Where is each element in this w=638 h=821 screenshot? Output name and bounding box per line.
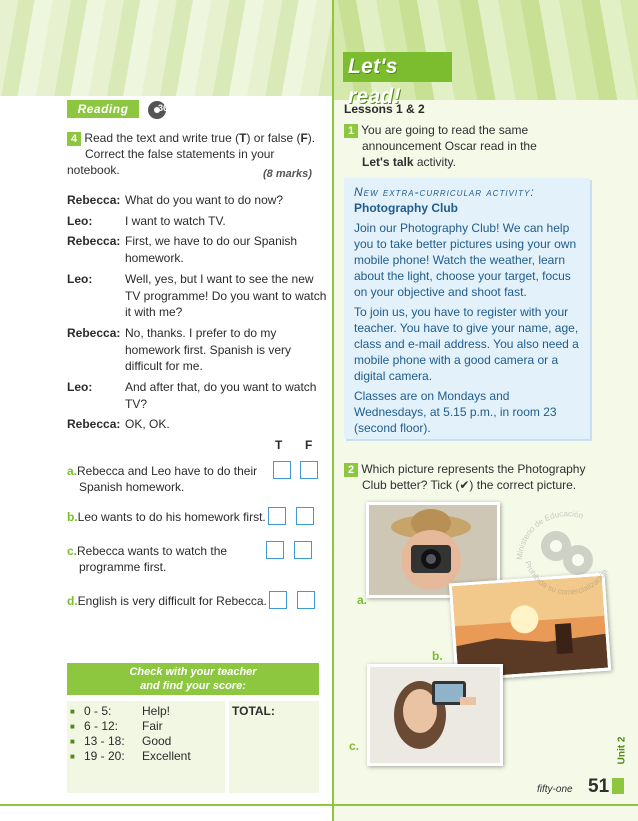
exercise-1-instruction: 1 You are going to read the same announcement Oscar read in the Let's talk activity.: [344, 122, 604, 170]
score-header: Check with your teacher and find your score:: [67, 663, 319, 695]
exercise-2-instruction: 2 Which picture represents the Photography Club better? Tick (✔) the correct picture.: [344, 461, 604, 493]
column-divider: [332, 0, 334, 821]
total-box[interactable]: TOTAL:: [229, 701, 319, 793]
dialog-line: Rebecca: What do you want to do now?: [67, 193, 284, 207]
marks-label: (8 marks): [263, 168, 312, 180]
question-d: d.English is very difficult for Rebecca.: [67, 594, 267, 608]
announcement-title: Photography Club: [354, 201, 458, 215]
true-column-header: T: [275, 438, 283, 452]
exercise-4-instruction: 4 Read the text and write true (T) or false (F). Correct the false statements in your notebook.: [67, 131, 316, 177]
page-number: 51: [588, 776, 610, 797]
announcement-paragraph: To join us, you have to register with your teacher. You have to give your name, age, class and e-mail address. You also need a mobile phone with a good camera or a digital camera.: [354, 305, 579, 383]
question-a: a.Rebecca and Leo have to do their Spanish homework.: [67, 464, 258, 494]
score-row: ■ 0 - 5: Help!: [70, 704, 171, 718]
question-a-false-box[interactable]: [300, 461, 318, 479]
dialog-line: Rebecca: First, we have to do our Spanish homework.: [67, 234, 298, 266]
unit-tab: Unit 2: [616, 736, 628, 764]
score-panel: [67, 663, 319, 793]
question-d-true-box[interactable]: [269, 591, 287, 609]
question-b-true-box[interactable]: [268, 507, 286, 525]
dialog-text: [67, 192, 329, 437]
photo-c-girl-selfie[interactable]: [367, 664, 503, 766]
question-d-false-box[interactable]: [297, 591, 315, 609]
score-row: ■ 6 - 12: Fair: [70, 719, 163, 733]
svg-text:Prohibida su comercialización: Prohibida su comercialización: [523, 559, 610, 597]
dialog-line: Rebecca: OK, OK.: [67, 417, 170, 432]
lets-read-banner: Let's read!: [343, 52, 452, 82]
dialog-line: Leo: Well, yes, but I want to see the new TV programme! Do you want to watch it with me?: [67, 271, 327, 320]
announcement-box: [344, 178, 590, 439]
dialog-line: Leo: I want to watch TV.: [67, 213, 226, 228]
photo-label-c: c.: [349, 739, 360, 753]
announcement-paragraph: Classes are on Mondays and Wednesdays, at 5.15 p.m., in room 23 (second floor).: [354, 389, 557, 435]
question-c-true-box[interactable]: [266, 541, 284, 559]
cd-audio-icon[interactable]: [147, 100, 169, 120]
dialog-line: Rebecca: No, thanks. I prefer to do my homework first. Spanish is very difficult for me.: [67, 325, 292, 374]
announcement-paragraph: Join our Photography Club! We can help you to take better pictures using your own mobile phone! Watch the weather, learn about the light, choose your target, focus on your objective and shoot fast.: [354, 221, 577, 299]
page-number-accent: [612, 778, 624, 794]
question-b: b.Leo wants to do his homework first.: [67, 510, 266, 524]
score-row: ■ 13 - 18: Good: [70, 734, 172, 748]
question-c-false-box[interactable]: [294, 541, 312, 559]
false-column-header: F: [305, 438, 313, 452]
svg-text:Ministerio de Educación: Ministerio de Educación: [514, 509, 585, 561]
announcement-kicker: New extra-curricular activity:: [354, 185, 535, 199]
question-b-false-box[interactable]: [296, 507, 314, 525]
exercise-number: 4: [67, 132, 81, 146]
photo-label-b: b.: [432, 649, 443, 663]
reading-tab: Reading: [67, 100, 139, 118]
photo-label-a: a.: [357, 593, 368, 607]
page-word: fifty-one: [537, 784, 573, 795]
footer-rule: [0, 804, 638, 806]
score-row: ■ 19 - 20: Excellent: [70, 749, 191, 763]
ministry-watermark-stamp: [510, 500, 620, 600]
left-header-pattern: [0, 0, 333, 96]
cd-track-number: 36: [158, 103, 169, 113]
dialog-line: Leo: And after that, do you want to watch TV?: [67, 380, 317, 411]
score-list: [67, 701, 225, 793]
question-c: c.Rebecca wants to watch the programme first.: [67, 544, 228, 574]
lessons-heading: Lessons 1 & 2: [344, 102, 425, 116]
question-a-true-box[interactable]: [273, 461, 291, 479]
